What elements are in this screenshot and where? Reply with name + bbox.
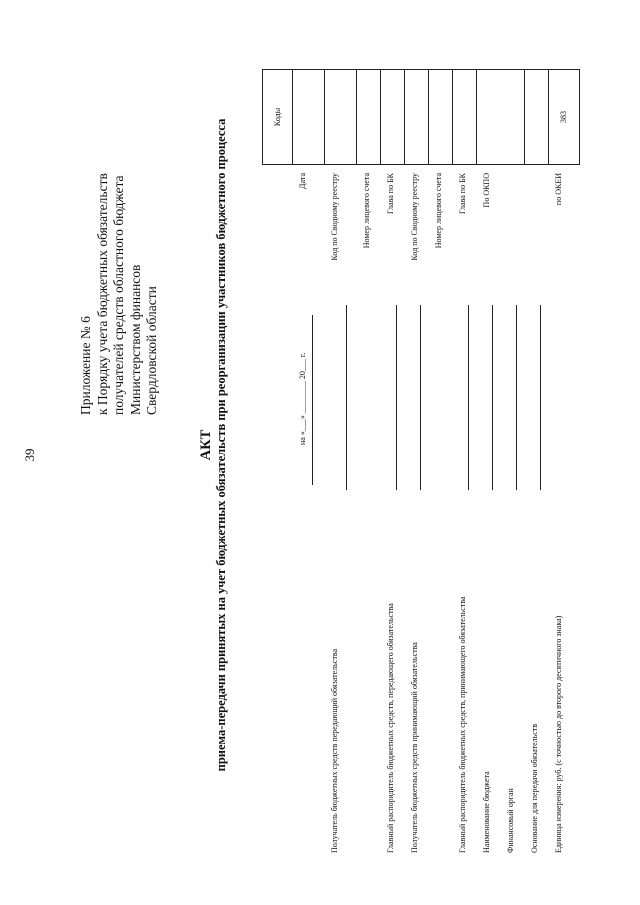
financial-body-line xyxy=(516,305,517,490)
appendix-line: получателей средств областного бюджета xyxy=(111,175,126,415)
budget-name-label: Наименование бюджета xyxy=(482,771,491,853)
codes-header: Коды xyxy=(272,107,282,127)
consolidated-code-label-1: Код по Сводному реестру xyxy=(330,173,339,261)
code-cell-account-2 xyxy=(429,70,453,164)
chapter-bk-label-1: Глава по БК xyxy=(386,173,395,214)
code-cell-chapter-1 xyxy=(381,70,405,164)
receiving-manager-line xyxy=(468,305,469,490)
code-cell-consolidated-2 xyxy=(405,70,429,164)
page-number: 39 xyxy=(22,448,37,462)
okei-value: 383 xyxy=(559,111,568,123)
transferring-recipient-line xyxy=(346,305,347,490)
appendix-line: Свердловской области xyxy=(144,286,159,415)
transferring-manager-label: Главный распорядитель бюджетных средств, передающего обязательства xyxy=(386,603,395,853)
account-number-label-1: Номер лицевого счета xyxy=(362,173,371,249)
okpo-label: По ОКПО xyxy=(482,173,491,208)
appendix-block xyxy=(78,173,161,415)
transferring-recipient-label: Получатель бюджетных средств передающий обязательства xyxy=(330,648,339,853)
basis-line xyxy=(540,305,541,490)
act-form-sheet xyxy=(40,5,600,885)
date-line: на «___» ________ 20___ г. xyxy=(298,352,307,445)
date-underline xyxy=(312,315,313,485)
appendix-line: к Порядку учета бюджетных обязательств xyxy=(94,173,110,415)
code-cell-consolidated-1 xyxy=(325,70,357,164)
code-cell-chapter-2 xyxy=(453,70,477,164)
code-cell-date xyxy=(293,70,325,164)
receiving-recipient-line xyxy=(420,305,421,490)
okei-label: по ОКЕИ xyxy=(554,173,563,206)
receiving-recipient-label: Получатель бюджетных средств принимающий обязательства xyxy=(410,642,419,853)
budget-name-line xyxy=(492,305,493,490)
code-cell-okpo xyxy=(477,70,525,164)
account-number-label-2: Номер лицевого счета xyxy=(434,173,443,249)
document-title: АКТ xyxy=(198,429,214,461)
code-cell-okei xyxy=(549,70,579,164)
consolidated-code-label-2: Код по Сводному реестру xyxy=(410,173,419,261)
financial-body-label: Финансовый орган xyxy=(506,788,515,853)
codes-table xyxy=(262,69,580,165)
receiving-manager-label: Главный распорядитель бюджетных средств, принимающего обязательства xyxy=(458,596,467,853)
chapter-bk-label-2: Глава по БК xyxy=(458,173,467,214)
codes-header-cell xyxy=(263,70,293,164)
unit-label: Единица измерения: руб. (с точностью до второго десятичного знака) xyxy=(554,615,563,853)
basis-label: Основание для передачи обязательств xyxy=(530,723,539,853)
appendix-line: Министерством финансов xyxy=(127,264,143,415)
code-cell-account-1 xyxy=(357,70,381,164)
appendix-line: Приложение № 6 xyxy=(78,316,93,415)
document-subtitle: приема-передачи принятых на учет бюджетных обязательств при реорганизации участников бюджетного процесса xyxy=(214,118,228,772)
transferring-manager-line xyxy=(396,305,397,490)
date-code-label: Дата xyxy=(298,173,307,189)
code-cell-blank xyxy=(525,70,549,164)
